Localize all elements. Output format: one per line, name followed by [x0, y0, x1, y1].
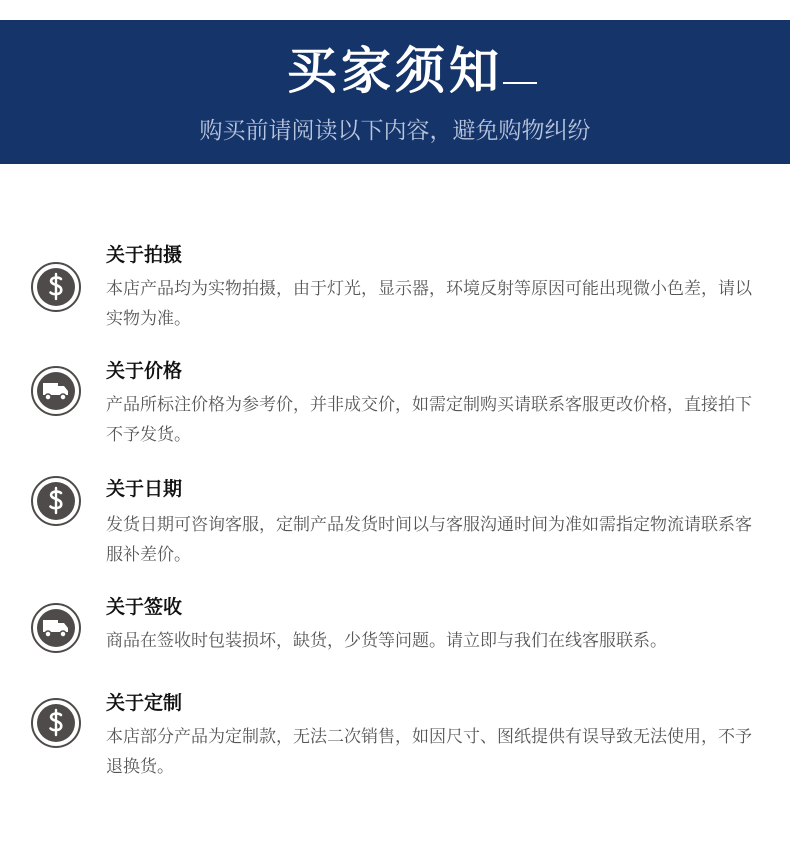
item-title: 关于拍摄 [106, 244, 183, 266]
item-body: 本店部分产品为定制款，无法二次销售，如因尺寸、图纸提供有误导致无法使用，不予退换货。 [106, 727, 752, 777]
item-body: 发货日期可咨询客服，定制产品发货时间以与客服沟通时间为准如需指定物流请联系客服补差价。 [106, 515, 752, 565]
item-title: 关于签收 [106, 596, 183, 618]
item-body: 商品在签收时包装损坏，缺货，少货等问题。请立即与我们在线客服联系。 [106, 631, 667, 651]
item-title: 关于价格 [106, 360, 183, 382]
page-subtitle: 购买前请阅读以下内容，避免购物纠纷 [199, 118, 591, 144]
truck-icon [31, 603, 81, 653]
item-body: 产品所标注价格为参考价，并非成交价，如需定制购买请联系客服更改价格，直接拍下不予发货。 [106, 395, 752, 445]
dollar-icon [31, 476, 81, 526]
page-title: 买家须知 [287, 42, 503, 100]
item-title: 关于定制 [106, 692, 183, 714]
header-banner [0, 20, 790, 164]
dollar-icon [31, 698, 81, 748]
dollar-icon [31, 262, 81, 312]
item-body: 本店产品均为实物拍摄，由于灯光，显示器，环境反射等原因可能出现微小色差，请以实物为准。 [106, 279, 752, 329]
title-decoration-line [503, 82, 537, 84]
truck-icon [31, 366, 81, 416]
item-title: 关于日期 [106, 478, 183, 500]
